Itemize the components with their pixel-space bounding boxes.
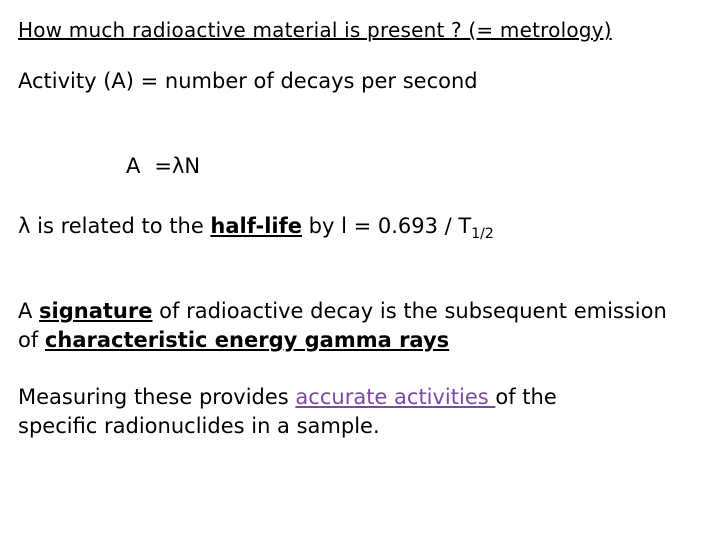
- slide-title: How much radioactive material is present ? (= metrology): [18, 18, 612, 42]
- activity-formula: [126, 153, 200, 179]
- measuring-prefix: Measuring these provides: [18, 385, 296, 409]
- formula-equals: =: [154, 154, 172, 178]
- signature-text: of radioactive decay is the subsequent emission: [152, 299, 667, 323]
- activity-definition: Activity (A) = number of decays per second: [18, 69, 478, 93]
- lambda-symbol: λ: [18, 214, 31, 238]
- halflife-text-before: is related to the: [30, 214, 211, 238]
- measuring-line-2: specific radionuclides in a sample.: [18, 414, 380, 438]
- halflife-term: half-life: [210, 214, 302, 238]
- signature-line-1: [18, 298, 667, 324]
- halflife-relation: [18, 213, 494, 242]
- signature-line2-prefix: of: [18, 328, 45, 352]
- formula-lambda: λ: [171, 154, 185, 178]
- halflife-text-after: by l = 0.693 / T: [302, 214, 472, 238]
- signature-prefix: A: [18, 299, 40, 323]
- formula-lhs: A: [126, 154, 141, 178]
- accurate-activities-link[interactable]: accurate activities: [295, 385, 496, 409]
- signature-line-2: [18, 327, 449, 353]
- signature-term: signature: [39, 299, 153, 323]
- formula-rhs: N: [184, 154, 201, 178]
- halflife-subscript: 1/2: [471, 226, 494, 242]
- measuring-suffix: of the: [495, 385, 557, 409]
- gamma-rays-term: characteristic energy gamma rays: [44, 328, 450, 352]
- measuring-line-1: [18, 384, 557, 410]
